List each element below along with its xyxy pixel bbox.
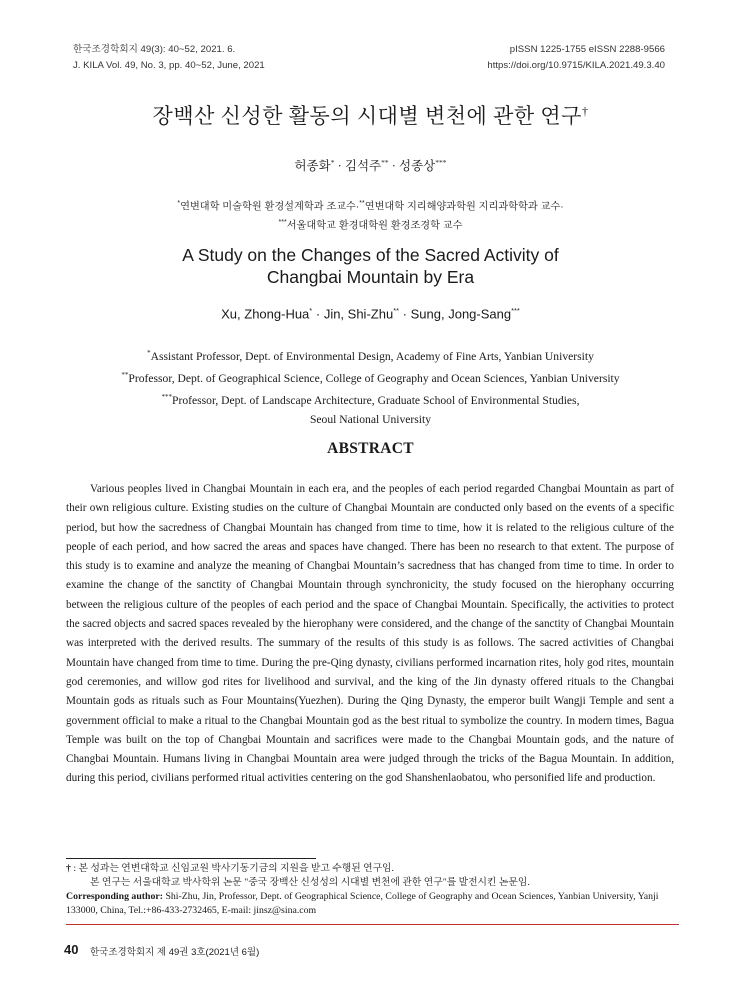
author-mark: **	[393, 306, 400, 315]
english-title-line: Changbai Mountain by Era	[266, 267, 475, 287]
affiliation-text: 연변대학 미술학원 환경설계학과 조교수·	[180, 201, 360, 213]
english-title	[0, 244, 741, 288]
affiliation-mark: *	[147, 349, 151, 357]
affiliation-text: 서울대학교 환경대학원 환경조경학 교수	[286, 220, 463, 232]
english-authors	[0, 306, 741, 321]
author-name: Jin, Shi-Zhu	[323, 306, 394, 322]
author-mark: *	[330, 157, 335, 167]
korean-affiliations	[0, 196, 741, 235]
affiliation-text: Professor, Dept. of Landscape Architecture, Graduate School of Environmental Studies,	[172, 393, 580, 407]
footnote-corresponding	[66, 890, 676, 918]
korean-authors	[0, 156, 741, 174]
english-affiliation-line	[0, 366, 741, 388]
footnote-thesis: 본 연구는 서울대학교 박사학위 논문 "중국 장백산 신성성의 시대별 변천에 관한 연구"를 발전시킨 논문임.	[90, 877, 530, 888]
english-affiliation-line	[0, 344, 741, 366]
affiliation-text: Assistant Professor, Dept. of Environmental Design, Academy of Fine Arts, Yanbian University	[150, 349, 594, 363]
author-name: 허종화	[294, 159, 331, 173]
korean-title	[0, 100, 741, 130]
english-title-line: A Study on the Changes of the Sacred Activity of	[182, 245, 559, 265]
author-name: Sung, Jong-Sang	[410, 306, 512, 322]
affiliation-mark: ***	[278, 219, 287, 227]
korean-affiliation-line	[0, 215, 741, 234]
author-separator: ·	[337, 159, 342, 173]
affiliation-text: Professor, Dept. of Geographical Science, College of Geography and Ocean Sciences, Yanbian University	[128, 371, 620, 385]
issn-text: pISSN 1225-1755 eISSN 2288-9566	[509, 44, 665, 55]
korean-title-text: 장백산 신성한 활동의 시대별 변천에 관한 연구	[152, 104, 582, 128]
affiliation-mark: **	[121, 370, 129, 379]
affiliation-mark: ***	[161, 392, 173, 401]
author-name: 김석주	[344, 159, 382, 173]
footnote-colon: :	[73, 863, 77, 874]
page-number: 40	[64, 942, 79, 957]
affiliation-mark: *	[177, 200, 181, 207]
english-affiliations	[0, 344, 741, 429]
english-affiliation-line	[0, 388, 741, 410]
abstract-heading: ABSTRACT	[327, 440, 414, 457]
footnote-divider	[66, 858, 316, 859]
author-mark: ***	[435, 157, 447, 167]
footnote-funding-text: 본 성과는 연변대학교 신임교원 박사기동기금의 지원을 받고 수행된 연구임.	[78, 863, 394, 874]
author-separator: ·	[315, 306, 321, 322]
author-mark: **	[381, 157, 389, 167]
author-separator: ·	[402, 306, 407, 322]
journal-citation-header	[73, 42, 265, 74]
issn-doi-header	[487, 42, 665, 74]
affiliation-mark: **	[359, 200, 365, 207]
doi-link[interactable]: https://doi.org/10.9715/KILA.2021.49.3.40	[487, 60, 665, 71]
footer-journal-name: 한국조경학회지 제 49권 3호(2021년 6월)	[90, 947, 260, 958]
author-separator: ·	[391, 159, 396, 173]
citation-korean: 한국조경학회지 49(3): 40~52, 2021. 6.	[73, 44, 236, 55]
footnotes	[66, 862, 676, 918]
corresponding-text: Shi-Zhu, Jin, Professor, Dept. of Geographical Science, College of Geography and Ocean Sciences, Yanbian University, Yanji 133000, China, Tel.:+86-433-2732465, E-mail: jinsz@sina.com	[66, 891, 659, 916]
korean-affiliation-line	[0, 196, 741, 215]
author-name: Xu, Zhong-Hua	[221, 306, 310, 322]
title-dagger-mark: †	[581, 104, 589, 118]
abstract-body: Various peoples lived in Changbai Mountain in each era, and the peoples of each period regarded Changbai Mountain as part of their own religious culture. Existing studies on the culture of Changbai Mountain are conducted only based on the events of a specific period, but how the sacredness of Changbai Mountain has changed from time to time, how it is related to the religious culture of the people of each period, and how sacred the areas and spaces have changed. There has been no research to that extent. The purpose of this study is to examine and analyze the meaning of Changbai Mountain’s sacredness that has changed from time to time. In order to examine the change of the sanctity of Changbai Mountain through synchronicity, the study focused on the hierophany occurring between the religious culture of the peoples of each period and the space of Changbai Mountain. Specifically, the activities to protect the sacred objects and sacred spaces revealed by the hierophany were considered, and the change of the sanctity of Changbai Mountain was interpreted with the derived results. The summary of the results of this study is as follows. The sacred activities of Changbai Mountain have changed from time to time. During the pre-Qing dynasty, civilians performed incarnation rites, holy god rites, mountain god ceremonies, and willow god rites for livelihood and survival, and the king of the Jin dynasty offered rituals to the Changbai Mountain gods as rituals such as Four Mountains(Yuezhen). During the Qing Dynasty, the emperor built Wangji Temple and sent a government official to make a ritual to the Changbai Mountain god as the best ritual to symbolize the country. In modern times, Bagua Temple was built on the top of Changbai Mountain and sacrifices were made to the Changbai Mountain gods, and the nature of Changbai Mountain. Humans living in Changbai Mountain area were judged through the tricks of the Bagua Mountain. In addition, during this period, civilians performed ritual activities centering on the god Shanshenlaobatou, who personified life and production.	[66, 483, 674, 785]
affiliation-text: 연변대학 지리해양과학원 지리과학학과 교수·	[364, 201, 564, 213]
footnote-funding	[66, 862, 676, 876]
footnote-dagger: †	[66, 863, 71, 874]
english-affiliation-line: Seoul National University	[309, 412, 432, 426]
footer-divider	[66, 924, 679, 925]
author-mark: ***	[511, 306, 520, 315]
citation-english: J. KILA Vol. 49, No. 3, pp. 40~52, June, 2021	[73, 60, 265, 71]
author-name: 성종상	[399, 159, 436, 173]
author-mark: *	[309, 306, 313, 315]
corresponding-label: Corresponding author:	[66, 891, 163, 902]
